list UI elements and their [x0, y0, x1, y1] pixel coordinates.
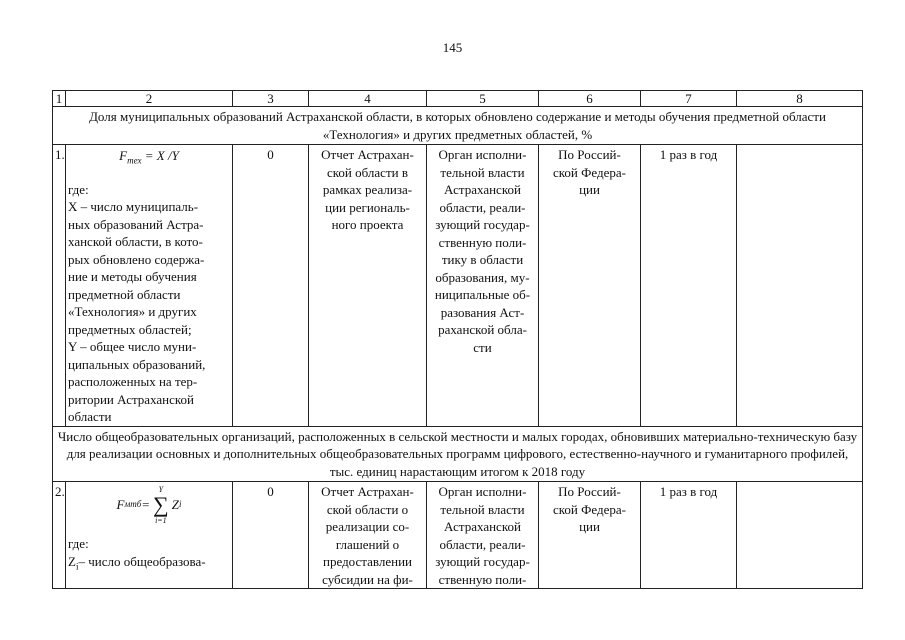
method-line: где:	[68, 181, 89, 197]
indicator-row-2	[53, 482, 863, 589]
row-number: 2.	[53, 482, 66, 589]
method-line: ных образований Астра-	[68, 216, 204, 232]
method-line: расположенных на тер-	[68, 374, 198, 390]
column-number: 2	[66, 91, 233, 107]
indicator-row-1	[53, 145, 863, 427]
method-line: рых обновлено содержа-	[68, 251, 205, 267]
column-number: 8	[737, 91, 863, 107]
notes-cell	[737, 145, 863, 427]
frequency-cell: 1 раз в год	[641, 482, 737, 589]
section-1-title: Доля муниципальных образований Астраханской области, в которых обновлено содержание и методы обучения предметной области «Технология» и других предметных областей, %	[53, 107, 863, 145]
method-line: ципальных образований,	[68, 356, 206, 372]
method-line: Х – число муниципаль-	[68, 199, 199, 215]
method-line: предметной области	[68, 286, 181, 302]
base-value-cell: 0	[233, 145, 309, 427]
formula-1: $F_{тех} = X$ /Y	[119, 148, 179, 166]
method-line: ритории Астраханской	[68, 391, 195, 407]
method-line: Y – общее число муни-	[68, 339, 197, 355]
method-line: «Технология» и других	[68, 304, 197, 320]
method-line: ние и методы обучения	[68, 269, 197, 285]
frequency-cell: 1 раз в год	[641, 145, 737, 427]
base-value-cell: 0	[233, 482, 309, 589]
column-number: 4	[309, 91, 427, 107]
indicator-table	[52, 90, 863, 589]
method-line: предметных областей;	[68, 321, 192, 337]
section-2-row	[53, 426, 863, 482]
level-cell: По Россий- ской Федера- ции	[539, 482, 641, 589]
column-number: 7	[641, 91, 737, 107]
column-number: 1	[53, 91, 66, 107]
method-line: $Z_i-$ число общеобразова-	[68, 553, 206, 572]
data-source-cell: Отчет Астрахан- ской области о реализации со- глашений о предоставлении субсидии на фи-	[309, 482, 427, 589]
method-line: области	[68, 409, 112, 425]
column-number: 5	[427, 91, 539, 107]
method-line: ханской области, в кото-	[68, 234, 203, 250]
calculation-method-cell	[66, 482, 233, 589]
level-cell: По Россий- ской Федера- ции	[539, 145, 641, 427]
responsible-cell: Орган исполни- тельной власти Астраханской области, реали- зующий государ- ственную поли-	[427, 482, 539, 589]
page-number: 145	[442, 40, 463, 55]
calculation-method-cell	[66, 145, 233, 427]
column-number: 3	[233, 91, 309, 107]
sum-sign: Y ∑ i=1	[153, 485, 169, 526]
data-source-cell: Отчет Астрахан- ской области в рамках реализа- ции региональ- ного проекта	[309, 145, 427, 427]
section-2-title: Число общеобразовательных организаций, расположенных в сельской местности и малых городах, обновивших материально-техническую базу для реализации основных и дополнительных общеобразовательных программ цифрового, естественно-научного и гуманитарного профилей, тыс. единиц нарастающим итогом к 2018 году	[53, 426, 863, 482]
row-number: 1.	[53, 145, 66, 427]
notes-cell	[737, 482, 863, 589]
formula-2: F мтб = Y ∑ i=1 Z i	[116, 485, 182, 526]
responsible-cell: Орган исполни- тельной власти Астраханской области, реали- зующий государ- ственную поли- тику в области образования, му- ниципальные об- разования Аст- раханской обла- сти	[427, 145, 539, 427]
column-number-row	[53, 91, 863, 107]
column-number: 6	[539, 91, 641, 107]
section-1-row	[53, 107, 863, 145]
method-line: где:	[68, 536, 89, 552]
